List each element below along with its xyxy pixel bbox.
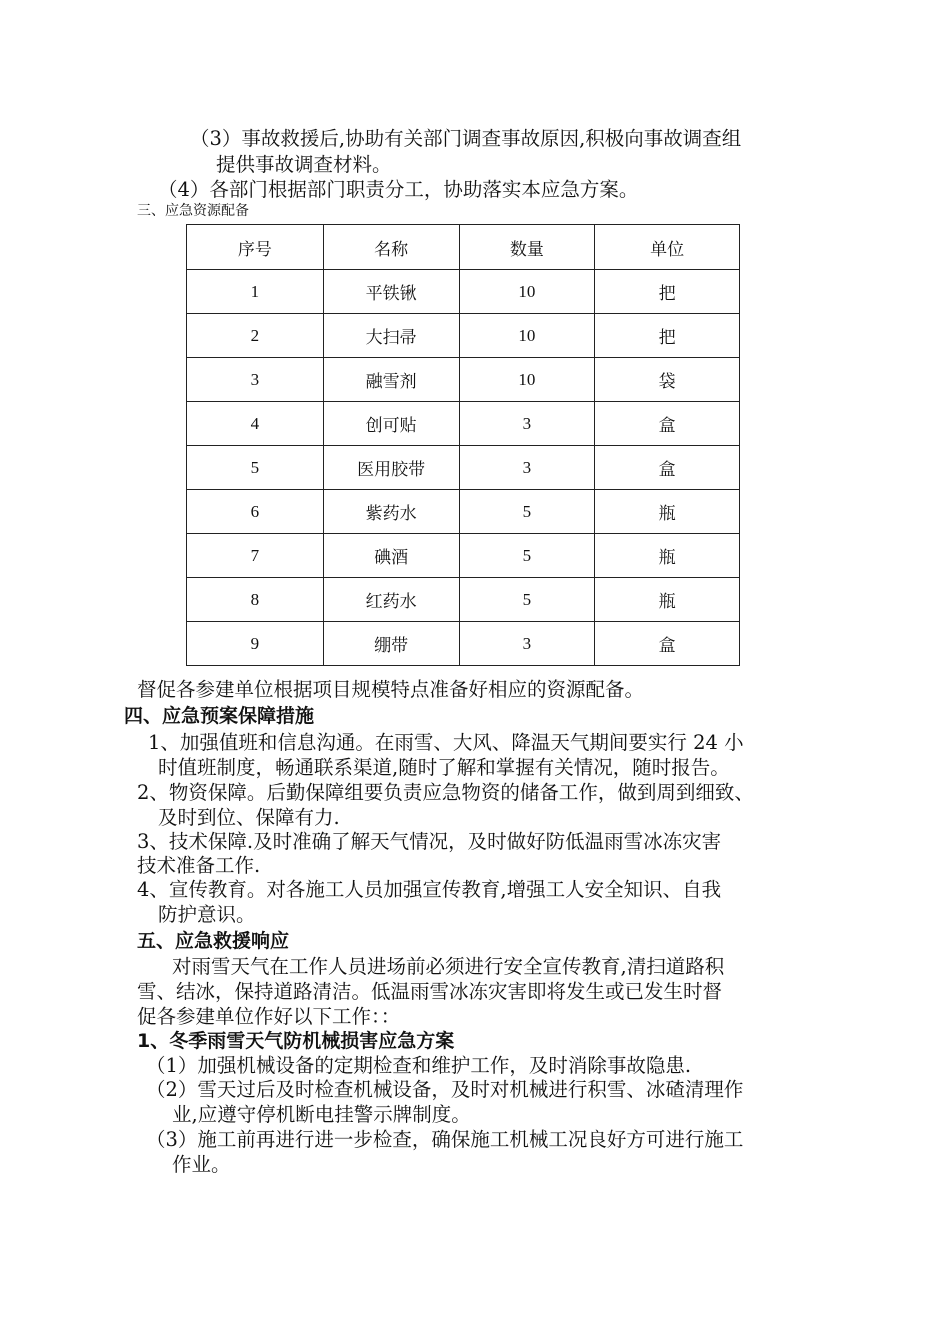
table-cell: 大扫帚: [323, 314, 459, 358]
table-cell: 10: [459, 358, 595, 402]
section-heading: 五、应急救援响应: [137, 930, 290, 952]
text-line: 技术准备工作.: [137, 854, 261, 877]
table-cell: 医用胶带: [323, 446, 459, 490]
table-cell: 融雪剂: [323, 358, 459, 402]
text-line: （3）施工前再进行进一步检查，确保施工机械工况良好方可进行施工: [146, 1128, 744, 1151]
table-row: [187, 402, 740, 446]
text-line: 提供事故调查材料。: [216, 153, 392, 176]
table-cell: 10: [459, 314, 595, 358]
table-cell: 2: [187, 314, 324, 358]
table-cell: 瓶: [595, 578, 740, 622]
table-cell: 5: [459, 578, 595, 622]
text-line: 雪、结冰，保持道路清洁。低温雨雪冰冻灾害即将发生或已发生时督: [137, 980, 723, 1003]
text-line: 督促各参建单位根据项目规模特点准备好相应的资源配备。: [137, 678, 645, 701]
table-cell: 把: [595, 314, 740, 358]
text-line: 时值班制度，畅通联系渠道,随时了解和掌握有关情况，随时报告。: [158, 756, 730, 779]
text-line: 作业。: [172, 1153, 231, 1176]
table-row: [187, 490, 740, 534]
table-cell: 创可贴: [323, 402, 459, 446]
table-row: [187, 314, 740, 358]
table-cell: 盒: [595, 402, 740, 446]
subsection-heading: 1、冬季雨雪天气防机械损害应急方案: [137, 1030, 455, 1052]
table-cell: 袋: [595, 358, 740, 402]
table-cell: 6: [187, 490, 324, 534]
table-cell: 绷带: [323, 622, 459, 666]
text-line: （3）事故救援后,协助有关部门调查事故原因,积极向事故调查组: [190, 127, 742, 150]
text-line: 业,应遵守停机断电挂警示牌制度。: [172, 1103, 471, 1126]
table-row: [187, 578, 740, 622]
table-cell: 碘酒: [323, 534, 459, 578]
table-row: [187, 622, 740, 666]
table-cell: 9: [187, 622, 324, 666]
text-line: （2）雪天过后及时检查机械设备，及时对机械进行积雪、冰碴清理作: [146, 1078, 744, 1101]
table-cell: 瓶: [595, 490, 740, 534]
table-cell: 5: [187, 446, 324, 490]
text-line: 4、宣传教育。对各施工人员加强宣传教育,增强工人安全知识、自我: [137, 878, 722, 901]
table-cell: 紫药水: [323, 490, 459, 534]
table-cell: 4: [187, 402, 324, 446]
table-cell: 3: [187, 358, 324, 402]
text-line: 1、加强值班和信息沟通。在雨雪、大风、降温天气期间要实行 24 小: [148, 731, 744, 754]
resource-table: [186, 224, 740, 666]
text-line: 2、物资保障。后勤保障组要负责应急物资的储备工作，做到周到细致、: [137, 781, 754, 804]
table-cell: 把: [595, 270, 740, 314]
table-cell: 3: [459, 622, 595, 666]
text-line: 及时到位、保障有力.: [158, 806, 340, 829]
table-cell: 5: [459, 534, 595, 578]
text-line: （4）各部门根据部门职责分工，协助落实本应急方案。: [158, 178, 639, 201]
table-cell: 平铁锹: [323, 270, 459, 314]
table-cell: 3: [459, 446, 595, 490]
table-cell: 8: [187, 578, 324, 622]
table-header-row: [187, 225, 740, 270]
section-heading: 三、应急资源配备: [137, 203, 249, 219]
table-cell: 红药水: [323, 578, 459, 622]
text-line: 促各参建单位作好以下工作：：: [137, 1005, 401, 1028]
table-row: [187, 446, 740, 490]
table-cell: 盒: [595, 622, 740, 666]
column-header: 序号: [187, 225, 324, 270]
table-cell: 3: [459, 402, 595, 446]
table-row: [187, 534, 740, 578]
table-cell: 7: [187, 534, 324, 578]
table-cell: 盒: [595, 446, 740, 490]
text-line: 对雨雪天气在工作人员进场前必须进行安全宣传教育,清扫道路积: [172, 955, 725, 978]
table-row: [187, 358, 740, 402]
table-cell: 瓶: [595, 534, 740, 578]
text-line: （1）加强机械设备的定期检查和维护工作，及时消除事故隐患.: [146, 1054, 692, 1077]
column-header: 数量: [459, 225, 595, 270]
table-cell: 10: [459, 270, 595, 314]
column-header: 名称: [323, 225, 459, 270]
section-heading: 四、应急预案保障措施: [124, 705, 315, 727]
table-row: [187, 270, 740, 314]
table-cell: 1: [187, 270, 324, 314]
column-header: 单位: [595, 225, 740, 270]
text-line: 3、技术保障.及时准确了解天气情况，及时做好防低温雨雪冰冻灾害: [137, 830, 722, 853]
table-cell: 5: [459, 490, 595, 534]
text-line: 防护意识。: [158, 903, 256, 926]
